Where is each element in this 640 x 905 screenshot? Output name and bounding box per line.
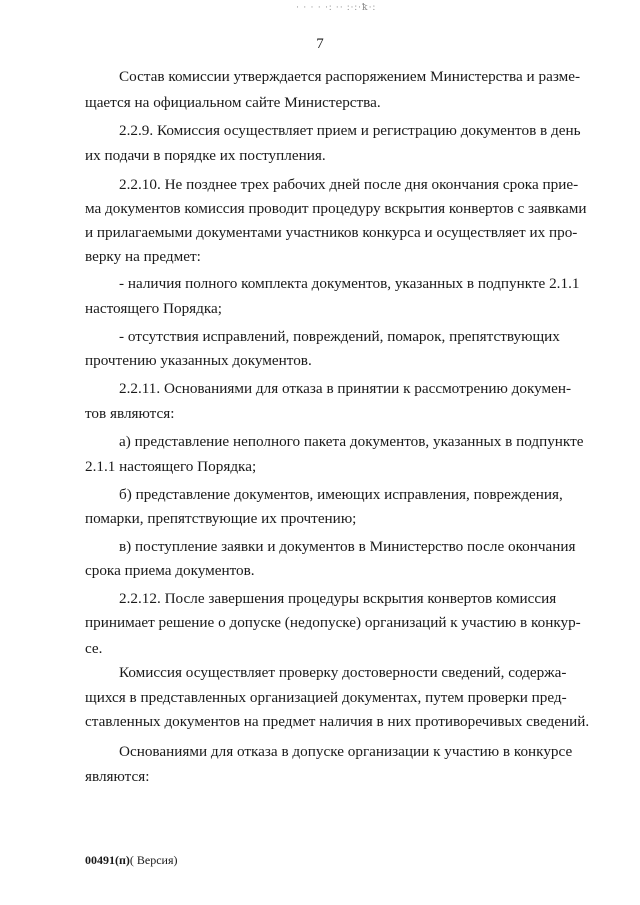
text-line: Состав комиссии утверждается распоряжением Министерства и разме- [119, 68, 581, 85]
text-line: се. [85, 640, 103, 657]
text-line: являются: [85, 768, 150, 785]
text-line: Комиссия осуществляет проверку достоверности сведений, содержа- [119, 664, 567, 681]
text-line: - наличия полного комплекта документов, указанных в подпункте 2.1.1 [119, 275, 580, 292]
text-line: тов являются: [85, 405, 175, 422]
document-code: 00491(п) [85, 853, 130, 867]
text-line: 2.2.11. Основаниями для отказа в принятии к рассмотрению докумен- [119, 380, 572, 397]
text-line: их подачи в порядке их поступления. [85, 147, 326, 164]
text-line: 2.2.9. Комиссия осуществляет прием и регистрацию документов в день [119, 122, 581, 139]
text-line: срока приема документов. [85, 562, 255, 579]
text-line: верку на предмет: [85, 248, 201, 265]
text-line: - отсутствия исправлений, повреждений, помарок, препятствующих [119, 328, 560, 345]
text-line: ставленных документов на предмет наличия в них противоречивых сведений. [85, 713, 590, 730]
text-line: 2.2.10. Не позднее трех рабочих дней после дня окончания срока прие- [119, 176, 579, 193]
text-line: в) поступление заявки и документов в Министерство после окончания [119, 538, 576, 555]
text-line: 2.1.1 настоящего Порядка; [85, 458, 257, 475]
text-line: 2.2.12. После завершения процедуры вскрытия конвертов комиссия [119, 590, 557, 607]
text-line: ма документов комиссия проводит процедуру вскрытия конвертов с заявками [85, 200, 587, 217]
text-line: а) представление неполного пакета документов, указанных в подпункте [119, 433, 584, 450]
scan-artifact: · · · · ·: ·· :·:·ꝁ·: [296, 2, 377, 12]
document-version: ( Версия) [129, 853, 178, 867]
page-number: 7 [316, 36, 324, 52]
text-line: б) представление документов, имеющих исправления, повреждения, [119, 486, 563, 503]
text-line: настоящего Порядка; [85, 300, 222, 317]
text-line: помарки, препятствующие их прочтению; [85, 510, 357, 527]
text-line: и прилагаемыми документами участников конкурса и осуществляет их про- [85, 224, 578, 241]
text-line: щихся в представленных организацией документах, путем проверки пред- [85, 689, 567, 706]
text-line: Основаниями для отказа в допуске организации к участию в конкурсе [119, 743, 573, 760]
text-line: прочтению указанных документов. [85, 352, 312, 369]
document-footer [85, 853, 178, 868]
text-line: принимает решение о допуске (недопуске) организаций к участию в конкур- [85, 614, 581, 631]
text-line: щается на официальном сайте Министерства. [85, 94, 381, 111]
